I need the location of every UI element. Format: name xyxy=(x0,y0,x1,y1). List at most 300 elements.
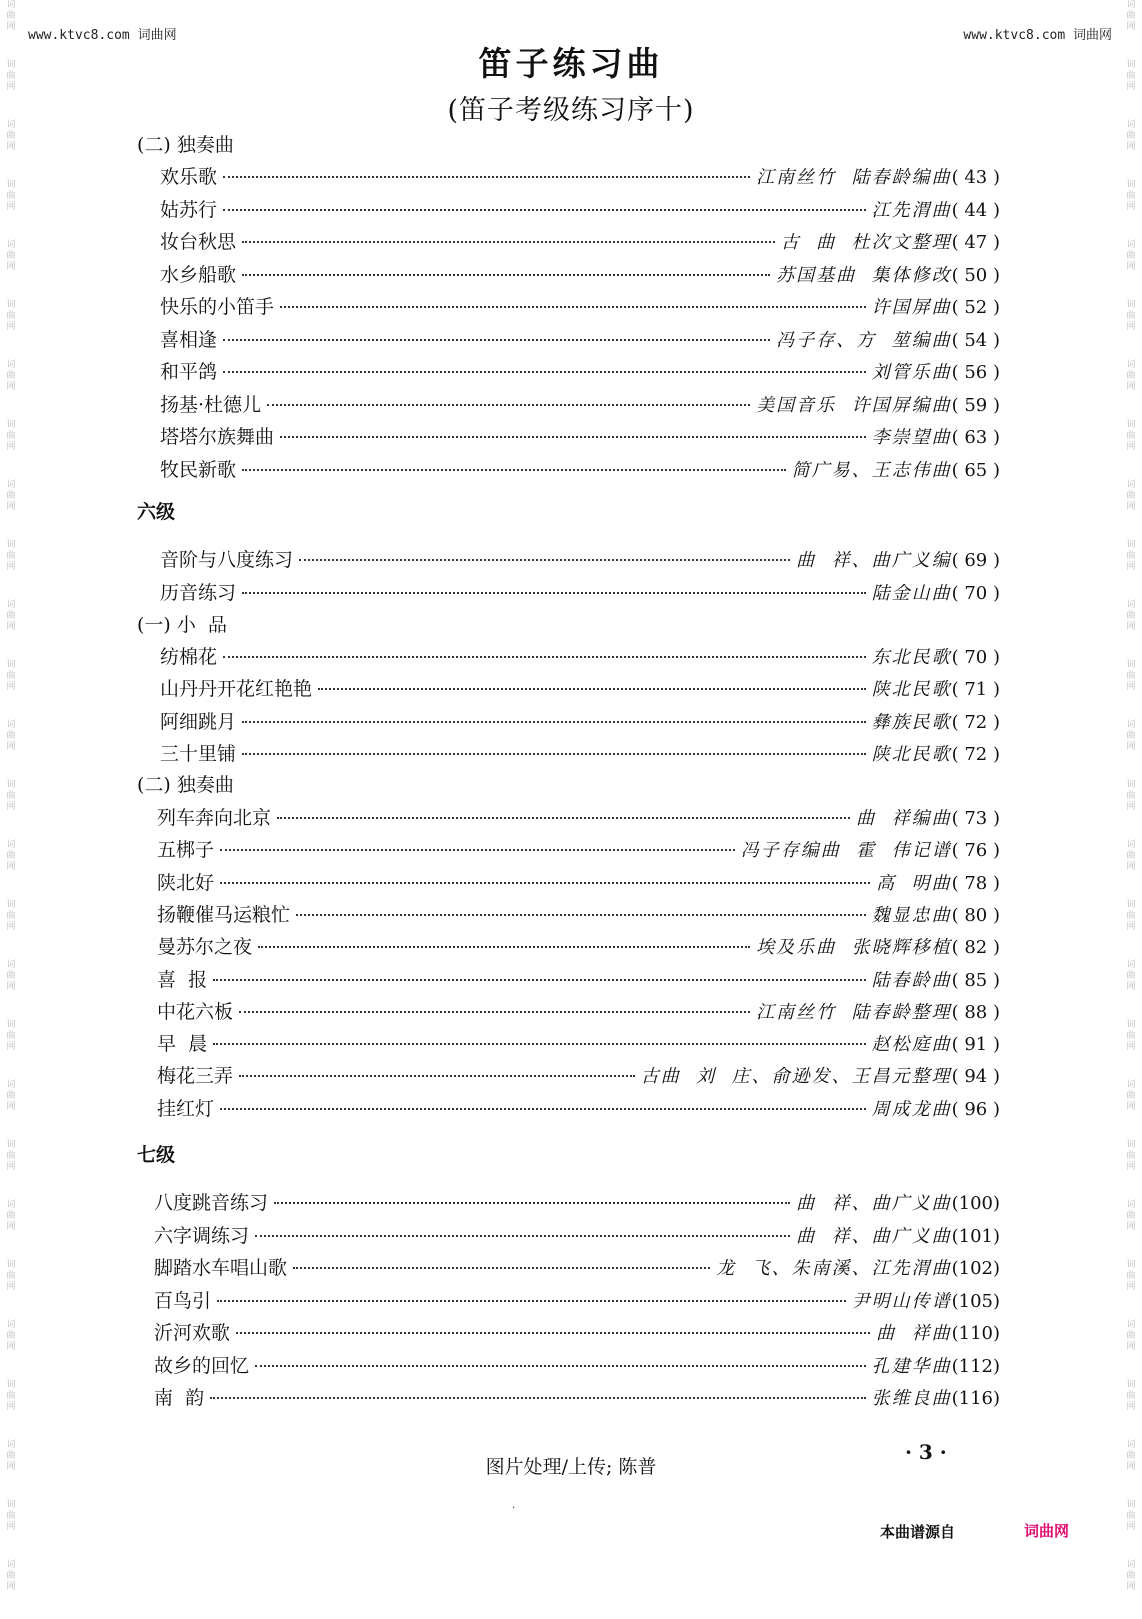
watermark-glyph: 曲 xyxy=(6,791,16,801)
leader-dots xyxy=(210,1397,866,1399)
composer-credit: 曲 祥曲 xyxy=(876,1323,952,1344)
watermark-glyph: 词 xyxy=(6,360,16,370)
piece-title: 扬基·杜德儿 xyxy=(160,393,262,416)
piece-title: 列车奔向北京 xyxy=(157,807,272,829)
page-reference: ( 94 ) xyxy=(951,1066,1000,1088)
section-heading: (一) 小 品 xyxy=(137,614,227,636)
watermark-glyph: 网 xyxy=(6,1102,16,1112)
watermark-glyph: 曲 xyxy=(1126,1151,1136,1161)
site-watermark-left: www.ktvc8.com 词曲网 xyxy=(28,28,177,43)
watermark-glyph: 曲 xyxy=(6,11,16,21)
toc-entry xyxy=(157,1061,1000,1087)
watermark-glyph: 网 xyxy=(1126,622,1136,632)
page-reference: ( 82 ) xyxy=(951,937,1000,959)
watermark-glyph: 曲 xyxy=(6,1091,16,1101)
watermark-glyph: 网 xyxy=(1126,742,1136,752)
leader-dots xyxy=(213,1043,866,1045)
page-reference: ( 69 ) xyxy=(951,550,1000,571)
composer-credit: 高 明曲 xyxy=(876,872,952,894)
watermark-glyph: 曲 xyxy=(6,491,16,501)
leader-dots xyxy=(277,817,850,819)
watermark-glyph: 网 xyxy=(1126,1582,1136,1592)
watermark-glyph: 曲 xyxy=(1126,191,1136,201)
watermark-glyph: 词 xyxy=(1126,900,1136,910)
page-reference: (116) xyxy=(951,1388,1000,1409)
watermark-glyph: 网 xyxy=(6,22,16,32)
watermark-glyph: 曲 xyxy=(6,251,16,261)
watermark-glyph: 曲 xyxy=(1126,1511,1136,1521)
leader-dots xyxy=(242,592,866,594)
source-label: 本曲谱源自 xyxy=(880,1523,956,1541)
leader-dots xyxy=(258,946,750,948)
page-reference: ( 91 ) xyxy=(951,1034,1000,1056)
watermark-glyph: 词 xyxy=(1126,1020,1136,1030)
piece-title: 故乡的回忆 xyxy=(154,1354,250,1377)
watermark-glyph: 网 xyxy=(1126,502,1136,512)
watermark-glyph: 曲 xyxy=(6,1031,16,1041)
watermark-glyph: 词 xyxy=(1126,720,1136,730)
watermark-glyph: 曲 xyxy=(1126,71,1136,81)
watermark-glyph: 词 xyxy=(6,960,16,970)
watermark-glyph: 曲 xyxy=(6,1211,16,1221)
composer-credit: 刘管乐曲 xyxy=(871,362,952,383)
toc-entry xyxy=(160,325,1000,351)
composer-credit: 江先渭曲 xyxy=(871,199,952,221)
piece-title: 百鸟引 xyxy=(154,1289,212,1312)
watermark-glyph: 词 xyxy=(1126,1260,1136,1270)
watermark-glyph: 网 xyxy=(1126,82,1136,92)
watermark-glyph: 曲 xyxy=(6,1151,16,1161)
composer-credit: 孔建华曲 xyxy=(871,1355,952,1377)
composer-credit: 陕北民歌 xyxy=(871,679,952,701)
composer-credit: 古曲 刘 庄、俞逊发、王昌元整理 xyxy=(640,1066,952,1088)
leader-dots xyxy=(242,753,866,755)
watermark-glyph: 网 xyxy=(1126,262,1136,272)
composer-credit: 许国屏曲 xyxy=(871,297,952,318)
piece-title: 六字调练习 xyxy=(154,1224,250,1247)
section-heading: (二) 独奏曲 xyxy=(137,134,234,156)
piece-title: 阿细跳月 xyxy=(160,710,237,733)
watermark-glyph: 网 xyxy=(1126,1042,1136,1052)
piece-title: 中花六板 xyxy=(157,1000,234,1023)
watermark-glyph: 曲 xyxy=(6,371,16,381)
watermark-glyph: 词 xyxy=(6,0,16,10)
leader-dots xyxy=(223,371,866,373)
watermark-glyph: 曲 xyxy=(1126,11,1136,21)
page-reference: (100) xyxy=(951,1193,1000,1214)
watermark-glyph: 曲 xyxy=(1126,1331,1136,1341)
watermark-glyph: 网 xyxy=(6,922,16,932)
site-watermark-right: www.ktvc8.com 词曲网 xyxy=(963,28,1112,43)
toc-entry xyxy=(160,578,1000,604)
composer-credit: 曲 祥、曲广义曲 xyxy=(796,1225,952,1247)
watermark-glyph: 网 xyxy=(1126,862,1136,872)
watermark-glyph: 词 xyxy=(6,180,16,190)
page-reference: ( 72 ) xyxy=(951,743,1000,765)
toc-entry xyxy=(154,1318,1000,1344)
watermark-glyph: 曲 xyxy=(6,311,16,321)
toc-entry xyxy=(157,932,1000,958)
watermark-glyph: 网 xyxy=(6,1162,16,1172)
watermark-glyph: 曲 xyxy=(1126,551,1136,561)
watermark-glyph: 网 xyxy=(6,382,16,392)
section-heading: (二) 独奏曲 xyxy=(137,774,234,796)
watermark-glyph: 词 xyxy=(6,900,16,910)
watermark-glyph: 网 xyxy=(1126,1342,1136,1352)
watermark-glyph: 词 xyxy=(1126,420,1136,430)
piece-title: 水乡船歌 xyxy=(160,263,237,286)
toc-entry xyxy=(157,965,1000,991)
watermark-glyph: 网 xyxy=(6,502,16,512)
piece-title: 陕北好 xyxy=(157,871,215,894)
page-reference: ( 54 ) xyxy=(951,329,1000,351)
watermark-glyph: 词 xyxy=(1126,1560,1136,1570)
watermark-glyph: 网 xyxy=(1126,1162,1136,1172)
toc-entry xyxy=(160,455,1000,481)
watermark-glyph: 词 xyxy=(1126,120,1136,130)
watermark-glyph: 曲 xyxy=(1126,1211,1136,1221)
watermark-glyph: 词 xyxy=(6,1560,16,1570)
watermark-glyph: 词 xyxy=(6,240,16,250)
watermark-glyph: 词 xyxy=(6,1440,16,1450)
piece-title: 曼苏尔之夜 xyxy=(157,936,253,959)
toc-entry xyxy=(157,997,1000,1023)
composer-credit: 赵松庭曲 xyxy=(871,1034,952,1056)
watermark-glyph: 词 xyxy=(1126,1080,1136,1090)
toc-entry xyxy=(160,292,1000,318)
watermark-glyph: 网 xyxy=(1126,1402,1136,1412)
page-reference: ( 59 ) xyxy=(951,394,1000,416)
watermark-glyph: 网 xyxy=(1126,322,1136,332)
leader-dots xyxy=(318,688,866,690)
leader-dots xyxy=(220,849,735,851)
piece-title: 南 韵 xyxy=(154,1387,205,1409)
leader-dots xyxy=(242,274,770,276)
piece-title: 妆台秋思 xyxy=(160,231,237,253)
watermark-glyph: 曲 xyxy=(6,731,16,741)
watermark-glyph: 网 xyxy=(1126,562,1136,572)
watermark-glyph: 网 xyxy=(6,322,16,332)
leader-dots xyxy=(296,914,866,916)
piece-title: 喜 报 xyxy=(157,968,208,991)
watermark-glyph: 词 xyxy=(1126,660,1136,670)
page-reference: ( 52 ) xyxy=(951,297,1000,318)
leader-dots xyxy=(242,241,775,243)
page-reference: ( 71 ) xyxy=(951,679,1000,701)
watermark-glyph: 词 xyxy=(6,1500,16,1510)
watermark-glyph: 词 xyxy=(6,600,16,610)
page-reference: ( 65 ) xyxy=(951,459,1000,481)
page-reference: ( 96 ) xyxy=(951,1098,1000,1120)
piece-title: 沂河欢歌 xyxy=(154,1322,231,1344)
page-reference: ( 73 ) xyxy=(951,808,1000,829)
toc-entry xyxy=(160,707,1000,733)
watermark-glyph: 词 xyxy=(6,780,16,790)
watermark-glyph: 网 xyxy=(6,142,16,152)
page-reference: ( 76 ) xyxy=(951,840,1000,862)
watermark-glyph: 曲 xyxy=(1126,311,1136,321)
watermark-glyph: 曲 xyxy=(6,1391,16,1401)
composer-credit: 彝族民歌 xyxy=(871,711,952,733)
watermark-glyph: 网 xyxy=(6,1462,16,1472)
toc-entry xyxy=(160,545,1000,571)
composer-credit: 张维良曲 xyxy=(871,1388,952,1409)
watermark-glyph: 词 xyxy=(6,1260,16,1270)
watermark-glyph: 曲 xyxy=(1126,791,1136,801)
piece-title: 脚踏水车唱山歌 xyxy=(154,1257,288,1279)
watermark-glyph: 词 xyxy=(1126,1140,1136,1150)
watermark-glyph: 网 xyxy=(1126,1282,1136,1292)
watermark-glyph: 网 xyxy=(6,982,16,992)
watermark-glyph: 曲 xyxy=(6,551,16,561)
piece-title: 山丹丹开花红艳艳 xyxy=(160,678,313,701)
page-reference: ( 85 ) xyxy=(951,969,1000,991)
page-reference: (101) xyxy=(951,1225,1000,1247)
watermark-glyph: 曲 xyxy=(6,911,16,921)
watermark-glyph: 词 xyxy=(6,60,16,70)
page-title: 笛子练习曲 xyxy=(478,44,664,83)
grade-heading: 七级 xyxy=(137,1144,176,1166)
source-brand: 词曲网 xyxy=(1024,1522,1070,1540)
leader-dots xyxy=(223,656,866,658)
watermark-glyph: 曲 xyxy=(1126,1571,1136,1581)
composer-credit: 曲 祥编曲 xyxy=(856,808,952,829)
watermark-glyph: 网 xyxy=(6,1042,16,1052)
watermark-glyph: 曲 xyxy=(1126,1271,1136,1281)
toc-entry xyxy=(160,357,1000,383)
footer-credit: 图片处理/上传; 陈普 xyxy=(485,1456,657,1478)
leader-dots xyxy=(239,1011,750,1013)
watermark-glyph: 词 xyxy=(1126,1200,1136,1210)
watermark-glyph: 网 xyxy=(6,1402,16,1412)
watermark-glyph: 词 xyxy=(6,1140,16,1150)
page-reference: ( 70 ) xyxy=(951,647,1000,668)
watermark-glyph: 网 xyxy=(6,622,16,632)
watermark-glyph: 网 xyxy=(6,1582,16,1592)
piece-title: 和平鸽 xyxy=(160,361,218,383)
toc-entry xyxy=(160,162,1000,188)
page-reference: ( 88 ) xyxy=(951,1001,1000,1023)
watermark-glyph: 曲 xyxy=(1126,611,1136,621)
leader-dots xyxy=(217,1300,846,1302)
watermark-glyph: 网 xyxy=(6,82,16,92)
watermark-glyph: 词 xyxy=(6,300,16,310)
piece-title: 八度跳音练习 xyxy=(154,1192,269,1214)
piece-title: 欢乐歌 xyxy=(160,166,218,188)
composer-credit: 陆金山曲 xyxy=(871,582,952,604)
page-reference: ( 63 ) xyxy=(951,427,1000,448)
watermark-glyph: 词 xyxy=(6,480,16,490)
watermark-glyph: 曲 xyxy=(1126,671,1136,681)
toc-entry xyxy=(160,674,1000,700)
leader-dots xyxy=(299,559,790,561)
toc-entry xyxy=(160,390,1000,416)
watermark-glyph: 曲 xyxy=(6,1451,16,1461)
composer-credit: 周成龙曲 xyxy=(871,1098,952,1120)
leader-dots xyxy=(255,1235,790,1237)
composer-credit: 陆春龄曲 xyxy=(871,969,952,991)
watermark-glyph: 网 xyxy=(1126,922,1136,932)
watermark-glyph: 网 xyxy=(1126,982,1136,992)
watermark-glyph: 网 xyxy=(1126,382,1136,392)
leader-dots xyxy=(220,882,870,884)
watermark-glyph: 网 xyxy=(1126,442,1136,452)
leader-dots xyxy=(242,721,866,723)
watermark-glyph: 词 xyxy=(1126,780,1136,790)
watermark-glyph: 网 xyxy=(1126,22,1136,32)
composer-credit: 苏国基曲 集体修改 xyxy=(776,264,952,286)
watermark-glyph: 网 xyxy=(6,562,16,572)
page-reference: (112) xyxy=(951,1355,1000,1377)
composer-credit: 冯子存、方 堃编曲 xyxy=(776,329,952,351)
watermark-glyph: 网 xyxy=(6,682,16,692)
watermark-glyph: 词 xyxy=(6,660,16,670)
toc-entry xyxy=(154,1221,1000,1247)
composer-credit: 江南丝竹 陆春龄整理 xyxy=(756,1001,952,1023)
watermark-glyph: 网 xyxy=(1126,1462,1136,1472)
watermark-glyph: 曲 xyxy=(1126,1031,1136,1041)
watermark-glyph: 曲 xyxy=(6,431,16,441)
watermark-glyph: 词 xyxy=(1126,600,1136,610)
watermark-glyph: 网 xyxy=(1126,1522,1136,1532)
page-number: · 3 · xyxy=(905,1440,947,1464)
watermark-glyph: 词 xyxy=(6,840,16,850)
watermark-glyph: 词 xyxy=(6,1020,16,1030)
page-reference: ( 44 ) xyxy=(951,199,1000,221)
watermark-glyph: 曲 xyxy=(1126,911,1136,921)
watermark-glyph: 词 xyxy=(1126,1380,1136,1390)
leader-dots xyxy=(280,436,866,438)
watermark-glyph: 曲 xyxy=(1126,731,1136,741)
leader-dots xyxy=(267,404,750,406)
page-reference: (105) xyxy=(951,1290,1000,1312)
composer-credit: 曲 祥、曲广义曲 xyxy=(796,1193,952,1214)
toc-entry xyxy=(157,900,1000,926)
page-reference: ( 70 ) xyxy=(951,582,1000,604)
page-reference: (110) xyxy=(951,1323,1000,1344)
piece-title: 塔塔尔族舞曲 xyxy=(160,426,275,448)
piece-title: 三十里铺 xyxy=(160,742,237,765)
composer-credit: 古 曲 杜次文整理 xyxy=(780,232,952,253)
piece-title: 历音练习 xyxy=(160,581,237,604)
toc-entry xyxy=(157,1094,1000,1120)
page-reference: ( 56 ) xyxy=(951,362,1000,383)
watermark-glyph: 网 xyxy=(6,1282,16,1292)
watermark-glyph: 曲 xyxy=(1126,251,1136,261)
watermark-glyph: 曲 xyxy=(1126,851,1136,861)
watermark-glyph: 网 xyxy=(1126,682,1136,692)
watermark-glyph: 网 xyxy=(6,862,16,872)
watermark-glyph: 词 xyxy=(1126,840,1136,850)
composer-credit: 陕北民歌 xyxy=(871,743,952,765)
leader-dots xyxy=(255,1365,866,1367)
piece-title: 喜相逢 xyxy=(160,328,218,351)
leader-dots xyxy=(242,469,786,471)
watermark-glyph: 词 xyxy=(1126,1500,1136,1510)
toc-entry xyxy=(157,835,1000,861)
page-reference: ( 50 ) xyxy=(951,264,1000,286)
piece-title: 纺棉花 xyxy=(160,646,218,668)
watermark-glyph: 网 xyxy=(1126,802,1136,812)
watermark-glyph: 曲 xyxy=(1126,491,1136,501)
composer-credit: 尹明山传谱 xyxy=(851,1290,952,1312)
watermark-glyph: 词 xyxy=(1126,60,1136,70)
toc-entry xyxy=(154,1253,1000,1279)
piece-title: 五梆子 xyxy=(157,839,215,862)
page-reference: ( 78 ) xyxy=(951,872,1000,894)
composer-credit: 李崇望曲 xyxy=(871,427,952,448)
toc-entry xyxy=(154,1188,1000,1214)
watermark-glyph: 曲 xyxy=(1126,131,1136,141)
watermark-glyph: 曲 xyxy=(6,1331,16,1341)
toc-entry xyxy=(160,260,1000,286)
page-reference: ( 47 ) xyxy=(951,232,1000,253)
watermark-glyph: 词 xyxy=(6,1320,16,1330)
watermark-glyph: 曲 xyxy=(6,131,16,141)
toc-entry xyxy=(154,1286,1000,1312)
toc-entry xyxy=(154,1351,1000,1377)
watermark-glyph: 词 xyxy=(6,720,16,730)
watermark-glyph: 词 xyxy=(1126,0,1136,10)
piece-title: 扬鞭催马运粮忙 xyxy=(157,903,291,926)
leader-dots xyxy=(280,306,866,308)
watermark-glyph: 曲 xyxy=(6,71,16,81)
watermark-glyph: 曲 xyxy=(1126,1391,1136,1401)
footer-dot: . xyxy=(512,1500,516,1511)
leader-dots xyxy=(223,339,770,341)
grade-heading: 六级 xyxy=(137,501,176,523)
watermark-glyph: 网 xyxy=(1126,1102,1136,1112)
watermark-glyph: 网 xyxy=(6,202,16,212)
toc-entry xyxy=(160,422,1000,448)
watermark-glyph: 词 xyxy=(6,1080,16,1090)
watermark-glyph: 词 xyxy=(1126,480,1136,490)
watermark-glyph: 曲 xyxy=(1126,431,1136,441)
piece-title: 挂红灯 xyxy=(157,1097,215,1120)
watermark-glyph: 曲 xyxy=(6,1511,16,1521)
page-reference: ( 72 ) xyxy=(951,711,1000,733)
piece-title: 快乐的小笛手 xyxy=(160,296,275,318)
composer-credit: 冯子存编曲 霍 伟记谱 xyxy=(740,840,952,862)
watermark-glyph: 网 xyxy=(6,742,16,752)
watermark-glyph: 网 xyxy=(6,1222,16,1232)
watermark-glyph: 词 xyxy=(1126,1440,1136,1450)
watermark-glyph: 词 xyxy=(1126,240,1136,250)
composer-credit: 美国音乐 许国屏编曲 xyxy=(756,394,952,416)
watermark-glyph: 曲 xyxy=(1126,971,1136,981)
composer-credit: 龙 飞、朱南溪、江先渭曲 xyxy=(716,1258,952,1279)
watermark-glyph: 网 xyxy=(1126,142,1136,152)
leader-dots xyxy=(223,209,866,211)
watermark-glyph: 词 xyxy=(6,1200,16,1210)
leader-dots xyxy=(274,1202,790,1204)
watermark-glyph: 网 xyxy=(6,1522,16,1532)
piece-title: 牧民新歌 xyxy=(160,458,237,481)
watermark-glyph: 网 xyxy=(1126,202,1136,212)
watermark-glyph: 曲 xyxy=(6,671,16,681)
leader-dots xyxy=(213,979,866,981)
piece-title: 音阶与八度练习 xyxy=(160,549,294,571)
toc-entry xyxy=(157,1029,1000,1055)
watermark-glyph: 词 xyxy=(1126,1320,1136,1330)
piece-title: 姑苏行 xyxy=(160,198,218,221)
leader-dots xyxy=(220,1108,866,1110)
page-reference: ( 43 ) xyxy=(951,167,1000,188)
composer-credit: 埃及乐曲 张晓辉移植 xyxy=(756,937,952,959)
watermark-glyph: 曲 xyxy=(6,1571,16,1581)
watermark-glyph: 曲 xyxy=(6,1271,16,1281)
watermark-glyph: 词 xyxy=(1126,180,1136,190)
